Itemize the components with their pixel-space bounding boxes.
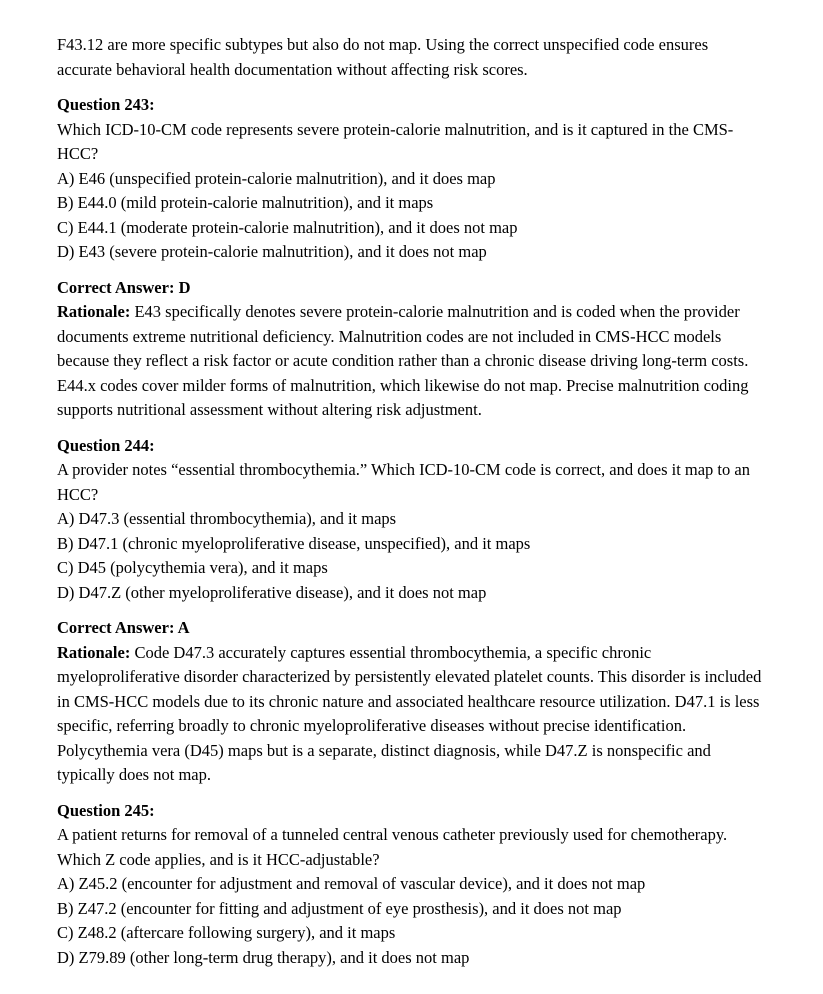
- intro-paragraph-block: [57, 33, 766, 82]
- answer-243-block: [57, 276, 766, 423]
- question-243-option-a: A) E46 (unspecified protein-calorie malnutrition), and it does map: [57, 168, 496, 188]
- question-244-option-c: C) D45 (polycythemia vera), and it maps: [57, 558, 328, 577]
- question-244-block: [57, 434, 766, 606]
- question-245-option-b: B) Z47.2 (encounter for fitting and adjustment of eye prosthesis), and it does not map: [57, 898, 622, 918]
- intro-paragraph-text: F43.12 are more specific subtypes but also do not map. Using the correct unspecified code ensures accurate behavioral health documentation without affecting risk scores.: [57, 35, 709, 79]
- question-244-option-b: B) D47.1 (chronic myeloproliferative disease, unspecified), and it maps: [57, 533, 531, 553]
- question-243-option-c: C) E44.1 (moderate protein-calorie malnutrition), and it does not map: [57, 217, 518, 237]
- question-243-heading: Question 243:: [57, 95, 155, 114]
- question-244-heading: Question 244:: [57, 435, 155, 455]
- rationale-244-text: Code D47.3 accurately captures essential thrombocythemia, a specific chronic myeloproliferative disorder characterized by persistently elevated platelet counts. This disorder is included in CMS-HCC models due to its chronic nature and associated healthcare resource utilization. D47.1 is less specific, referring broadly to chronic myeloproliferative diseases without precise identification. Polycythemia vera (D45) maps but is a separate, distinct diagnosis, while D47.Z is nonspecific and typically does not map.: [57, 642, 762, 784]
- correct-answer-243-label: Correct Answer: D: [57, 277, 191, 297]
- rationale-244-label: Rationale:: [57, 642, 131, 662]
- question-245-option-c: C) Z48.2 (aftercare following surgery), and it maps: [57, 923, 396, 942]
- question-243-option-d: D) E43 (severe protein-calorie malnutrition), and it does not map: [57, 242, 487, 261]
- question-244-prompt: A provider notes “essential thrombocythemia.” Which ICD-10-CM code is correct, and does it map to an HCC?: [57, 460, 750, 504]
- rationale-243-paragraph: [57, 300, 766, 423]
- answer-244-block: [57, 616, 766, 788]
- question-245-option-a: A) Z45.2 (encounter for adjustment and removal of vascular device), and it does not map: [57, 874, 646, 893]
- question-244-option-d: D) D47.Z (other myeloproliferative disease), and it does not map: [57, 582, 487, 602]
- question-243-block: [57, 93, 766, 265]
- rationale-244-paragraph: [57, 641, 766, 788]
- correct-answer-244-label: Correct Answer: A: [57, 618, 190, 637]
- question-245-prompt: A patient returns for removal of a tunneled central venous catheter previously used for chemotherapy. Which Z code applies, and is it HCC-adjustable?: [57, 825, 728, 869]
- question-244-option-a: A) D47.3 (essential thrombocythemia), and it maps: [57, 509, 397, 528]
- question-243-option-b: B) E44.0 (mild protein-calorie malnutrition), and it maps: [57, 193, 434, 212]
- question-245-heading: Question 245:: [57, 800, 155, 820]
- rationale-243-label: Rationale:: [57, 302, 131, 321]
- rationale-243-text: E43 specifically denotes severe protein-calorie malnutrition and is coded when the provider documents extreme nutritional deficiency. Malnutrition codes are not included in CMS-HCC models because they reflect a risk factor or acute condition rather than a chronic disease driving long-term costs. E44.x codes cover milder forms of malnutrition, which likewise do not map. Precise malnutrition coding supports nutritional assessment without altering risk adjustment.: [57, 302, 749, 419]
- question-245-option-d: D) Z79.89 (other long-term drug therapy), and it does not map: [57, 947, 470, 967]
- question-243-prompt: Which ICD-10-CM code represents severe protein-calorie malnutrition, and is it captured in the CMS-HCC?: [57, 119, 734, 163]
- question-245-block: [57, 799, 766, 971]
